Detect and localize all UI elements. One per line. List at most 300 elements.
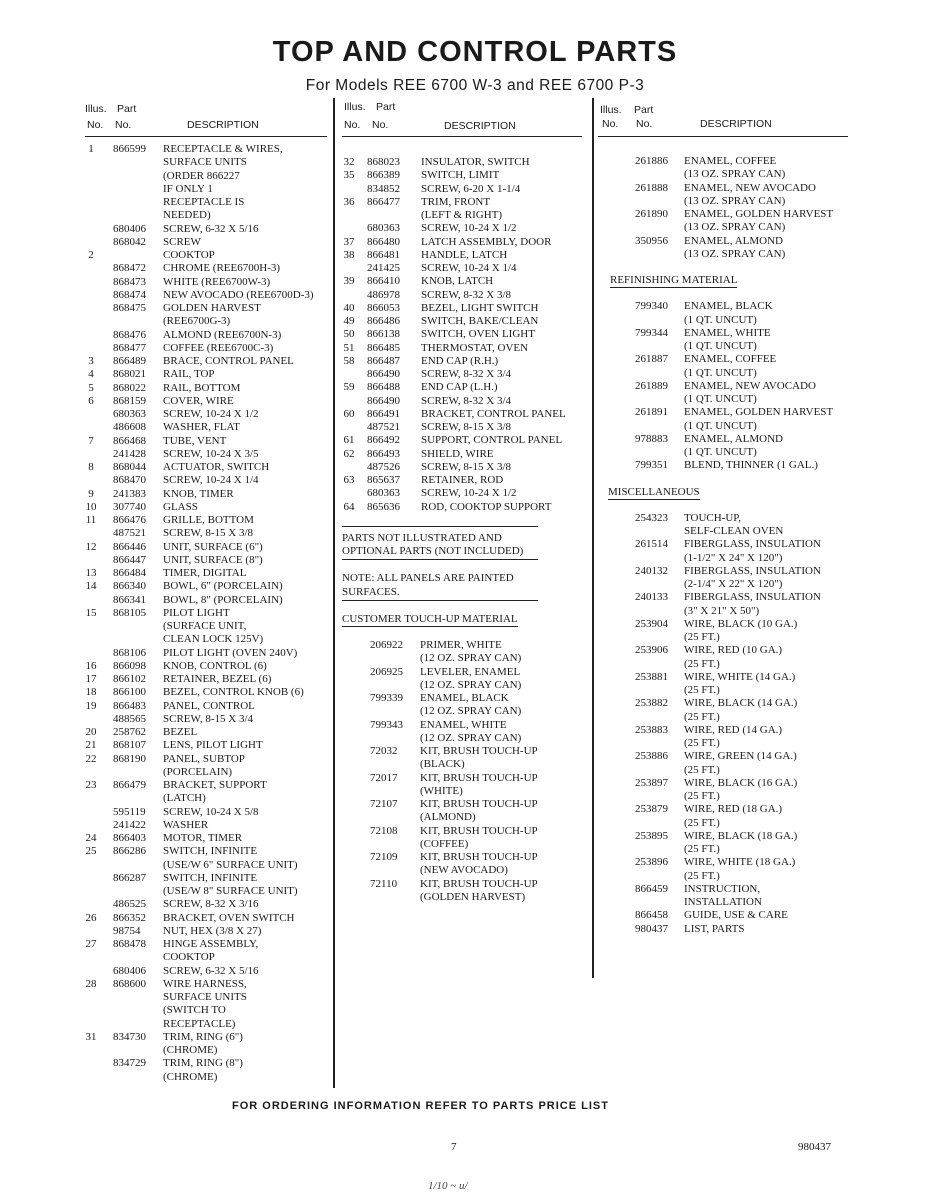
part-number: 253883 [635,723,668,736]
description-line: MOTOR, TIMER [163,832,243,844]
description-line: INSULATOR, SWITCH [421,156,530,168]
part-description [163,541,327,554]
table-row [85,898,327,911]
description-line: SCREW, 10-24 X 1/2 [421,487,517,500]
description-line: (BLACK) [420,758,465,771]
description-line: BRACKET, SUPPORT [163,779,267,791]
miscellaneous-list [598,512,848,936]
description-line: SCREW, 8-32 X 3/4 [421,394,512,407]
part-description [163,382,327,395]
part-number: 868021 [113,368,146,381]
description-line: WIRE, RED (18 GA.) [684,803,783,816]
part-description [684,777,848,804]
description-line: (COFFEE) [420,837,469,850]
table-row [342,719,582,746]
part-number: 486525 [113,898,146,911]
part-description [163,143,327,223]
part-number: 253882 [635,697,668,710]
part-number: 680363 [367,487,400,500]
description-line: RECEPTACLE IS [163,196,245,208]
part-description [421,183,582,196]
description-line: COVER, WIRE [163,394,234,407]
part-description [421,196,582,223]
part-description [684,182,848,209]
illus-number: 23 [85,779,97,791]
description-line: WIRE, WHITE (18 GA.) [684,856,796,869]
description-line: (PORCELAIN) [163,765,233,778]
table-row [85,753,327,780]
part-number: 866341 [113,593,146,606]
part-description [684,300,848,327]
description-line: (LEFT & RIGHT) [421,209,503,221]
part-description [421,289,582,302]
part-number: 868477 [113,341,146,354]
part-number: 866490 [367,368,400,380]
part-description [421,342,582,355]
page-number: 7 [451,1141,457,1153]
part-number: 866100 [113,686,146,699]
part-description [163,713,327,726]
parts-list [85,143,327,1084]
part-description [163,488,327,501]
part-number: 866485 [367,341,400,354]
part-number: 72109 [370,851,398,863]
part-description [421,236,582,249]
part-number: 241383 [113,487,146,500]
table-row [342,501,582,514]
part-description [684,327,848,354]
part-number: 206925 [370,665,403,678]
description-line: KIT, BRUSH TOUCH-UP [420,798,538,810]
column-divider [333,98,335,1088]
illus-number: 18 [85,686,97,699]
description-line: ROD, COOKTOP SUPPORT [421,500,552,513]
part-number: 486978 [367,288,400,301]
part-description [420,878,582,905]
part-number: 868022 [113,381,146,394]
illus-number: 35 [343,169,355,182]
part-number: 241422 [113,818,146,831]
part-number: 868190 [113,752,146,765]
part-description [163,355,327,368]
header-part: Part [117,103,137,115]
part-description [163,567,327,580]
part-description [163,938,327,965]
description-line: WIRE, RED (10 GA.) [684,644,783,657]
table-row [85,739,327,752]
table-row [85,779,327,806]
part-description [684,235,848,262]
table-row [85,236,327,249]
description-line: GLASS [163,500,198,513]
parts-list [342,156,582,514]
part-description [684,750,848,777]
table-row [598,618,848,645]
description-line: (USE/W 6" SURFACE UNIT) [163,858,298,871]
illus-number: 25 [85,845,97,858]
description-line: SCREW, 10-24 X 1/4 [163,474,259,487]
description-line: END CAP (L.H.) [421,381,498,394]
part-description [421,421,582,434]
part-description [421,461,582,474]
description-line: SCREW, 10-24 X 1/2 [163,408,259,420]
description-line: SCREW, 6-32 X 5/16 [163,964,259,977]
part-number: 865637 [367,474,400,486]
table-row [598,883,848,910]
description-line: WIRE, BLACK (18 GA.) [684,829,798,842]
part-number: 866459 [635,882,668,895]
part-description [684,433,848,460]
illus-number: 16 [85,659,97,672]
part-number: 253886 [635,750,668,763]
part-number: 868473 [113,275,146,288]
table-row [598,750,848,777]
description-line: SCREW, 8-15 X 3/8 [421,421,512,433]
part-number: 261887 [635,353,668,366]
illus-number: 2 [88,249,94,261]
part-number: 866480 [367,235,400,248]
part-description [421,368,582,381]
description-line: TRIM, RING (8") [163,1057,243,1070]
description-line: KIT, BRUSH TOUCH-UP [420,824,538,837]
description-line: RECEPTACLE & WIRES, [163,143,283,155]
part-description [684,406,848,433]
part-description [421,262,582,275]
description-line: ENAMEL, ALMOND [684,432,783,445]
part-number: 866486 [367,315,400,327]
part-description [421,355,582,368]
part-number: 307740 [113,500,146,513]
table-row [342,368,582,381]
part-number: 868474 [113,288,146,301]
table-row [598,327,848,354]
description-line: (LATCH) [163,792,206,805]
description-line: NEEDED) [163,209,211,222]
illus-number: 4 [88,368,94,381]
section-heading-customer-touch-up: CUSTOMER TOUCH-UP MATERIAL [342,613,518,627]
table-row [342,381,582,394]
part-description [163,514,327,527]
part-description [421,222,582,235]
illus-number: 24 [85,832,97,844]
table-row [342,825,582,852]
description-line: WASHER [163,818,209,831]
illus-number: 62 [343,447,355,460]
part-description [421,501,582,514]
part-description [421,487,582,500]
table-row [85,514,327,527]
part-description [163,832,327,845]
description-line: PANEL, SUBTOP [163,752,245,765]
table-row [342,275,582,288]
table-row [342,448,582,461]
description-line: (ORDER 866227 [163,169,240,182]
description-line: BOWL, 8" (PORCELAIN) [163,593,283,606]
part-description [421,156,582,169]
table-row [342,692,582,719]
part-number: 868600 [113,977,146,990]
description-line: (1 QT. UNCUT) [684,313,757,326]
part-number: 261890 [635,208,668,220]
table-row [85,925,327,938]
part-number: 868105 [113,606,146,619]
illus-number: 1 [88,143,94,155]
description-line: (25 FT.) [684,684,720,696]
table-row [85,368,327,381]
part-number: 866490 [367,394,400,407]
header-description: DESCRIPTION [444,120,516,132]
part-number: 487521 [367,421,400,433]
description-line: FIBERGLASS, INSULATION [684,591,821,604]
refinishing-list [598,300,848,472]
header-part-no: No. [372,119,389,131]
part-description [684,671,848,698]
part-number: 241425 [367,262,400,274]
part-description [163,554,327,567]
table-row [598,724,848,751]
table-row [342,408,582,421]
table-row [342,434,582,447]
table-row [598,459,848,472]
part-description [421,474,582,487]
part-number: 487521 [113,527,146,540]
table-row [85,647,327,660]
illus-number: 36 [343,195,355,208]
part-number: 980437 [635,922,668,935]
part-description [684,380,848,407]
part-description [420,692,582,719]
part-description [421,408,582,421]
part-number: 253896 [635,856,668,869]
description-line: HANDLE, LATCH [421,248,508,261]
part-description [163,660,327,673]
description-line: BRACE, CONTROL PANEL [163,355,294,367]
description-line: SCREW, 8-15 X 3/4 [163,712,254,725]
description-line: THERMOSTAT, OVEN [421,341,529,354]
page-subtitle: For Models REE 6700 W-3 and REE 6700 P-3 [305,77,645,94]
illus-number: 26 [85,911,97,924]
touch-up-list [342,639,582,904]
description-line: BEZEL [163,726,198,738]
part-description [163,289,327,302]
part-number: 253906 [635,644,668,657]
part-number: 868042 [113,235,146,248]
part-description [420,825,582,852]
description-line: SELF-CLEAN OVEN [684,525,784,537]
part-number: 261889 [635,379,668,392]
part-description [163,302,327,329]
part-number: 241428 [113,447,146,460]
part-description [163,607,327,647]
illus-number: 10 [85,500,97,513]
header-description: DESCRIPTION [700,118,772,130]
part-number: 866447 [113,553,146,566]
part-description [421,395,582,408]
part-description [163,448,327,461]
description-line: LENS, PILOT LIGHT [163,739,263,752]
table-row [342,222,582,235]
table-row [85,686,327,699]
part-description [163,1057,327,1084]
description-line: KNOB, LATCH [421,275,494,288]
description-line: TIMER, DIGITAL [163,567,247,579]
parts-column-3 [598,100,848,936]
description-line: GRILLE, BOTTOM [163,514,254,526]
table-row [85,819,327,832]
touch-up-list-continued [598,155,848,261]
part-number: 868044 [113,461,146,473]
part-number: 866491 [367,407,400,420]
description-line: ENAMEL, GOLDEN HARVEST [684,208,834,220]
header-illus: Illus. [600,104,622,116]
section-heading-miscellaneous: MISCELLANEOUS [608,486,700,500]
description-line: GUIDE, USE & CARE [684,909,788,922]
part-description [421,169,582,182]
part-number: 799343 [370,718,403,731]
part-number: 866599 [113,143,146,155]
part-description [163,368,327,381]
illus-number: 37 [343,235,355,248]
part-number: 868472 [113,262,146,275]
illus-number: 17 [85,673,97,685]
table-row [342,666,582,693]
description-line: (1 QT. UNCUT) [684,393,757,405]
description-line: SWITCH, BAKE/CLEAN [421,315,539,327]
table-row [85,382,327,395]
part-number: 868470 [113,474,146,487]
illus-number: 20 [85,726,97,738]
header-part-no: No. [636,118,653,130]
table-row [342,289,582,302]
description-line: RETAINER, ROD [421,474,504,486]
part-description [421,448,582,461]
description-line: (1-1/2" X 24" X 120") [684,551,783,564]
table-row [598,155,848,182]
part-number: 866403 [113,832,146,844]
table-row [342,355,582,368]
table-row [85,474,327,487]
part-number: 866481 [367,248,400,261]
description-line: COFFEE (REE6700C-3) [163,341,274,354]
table-row [85,527,327,540]
description-line: SWITCH, LIMIT [421,169,500,182]
description-line: ACTUATOR, SWITCH [163,461,270,473]
table-row [85,302,327,329]
description-line: ENAMEL, WHITE [684,326,771,339]
description-line: (25 FT.) [684,763,720,776]
description-line: SCREW, 10-24 X 1/2 [421,222,517,235]
part-description [163,461,327,474]
description-line: BOWL, 6" (PORCELAIN) [163,580,283,593]
table-row [598,591,848,618]
table-row [598,565,848,592]
part-description [420,666,582,693]
description-line: RETAINER, BEZEL (6) [163,673,272,685]
parts-column-1 [85,100,327,1084]
illus-number: 14 [85,580,97,593]
table-row [85,673,327,686]
part-number: 866458 [635,909,668,922]
table-row [598,538,848,565]
part-number: 487526 [367,460,400,473]
part-description [163,912,327,925]
part-description [163,249,327,262]
part-number: 866287 [113,871,146,884]
part-description [684,459,848,472]
part-number: 680406 [113,964,146,977]
illus-number: 19 [85,699,97,712]
description-line: SURFACE UNITS [163,156,247,169]
illus-number: 7 [88,434,94,447]
table-row [85,262,327,275]
table-row [85,143,327,223]
illus-number: 40 [343,301,355,314]
table-row [85,965,327,978]
description-line: (25 FT.) [684,657,720,670]
table-row [342,745,582,772]
part-number: 834729 [113,1057,146,1070]
table-row [85,448,327,461]
table-row [342,156,582,169]
description-line: (13 OZ. SPRAY CAN) [684,168,786,181]
not-illustrated-note [342,526,538,561]
part-description [684,512,848,539]
part-description [163,978,327,1031]
header-part: Part [376,101,396,113]
table-row [85,355,327,368]
description-line: SCREW, 6-20 X 1-1/4 [421,182,521,195]
part-number: 866410 [367,275,400,288]
table-row [342,851,582,878]
description-line: SCREW, 10-24 X 3/5 [163,447,259,460]
page-title: TOP AND CONTROL PARTS [272,36,678,68]
table-row [85,421,327,434]
table-row [85,912,327,925]
description-line: SCREW, 8-32 X 3/16 [163,898,259,911]
part-number: 866352 [113,911,146,924]
part-description [163,223,327,236]
part-description [163,1031,327,1058]
illus-number: 51 [343,341,355,354]
description-line: COOKTOP [163,249,215,261]
table-row [85,726,327,739]
document-number: 980437 [798,1141,831,1153]
part-number: 866484 [113,567,146,579]
table-row [85,713,327,726]
part-description [421,381,582,394]
part-description [420,772,582,799]
illus-number: 31 [85,1030,97,1043]
table-row [85,1031,327,1058]
part-description [421,434,582,447]
illus-number: 11 [85,514,97,526]
part-number: 868023 [367,156,400,168]
part-number: 488565 [113,712,146,725]
description-line: PILOT LIGHT (OVEN 240V) [163,646,298,659]
part-number: 866493 [367,447,400,460]
table-row [85,395,327,408]
description-line: (SURFACE UNIT, [163,620,247,632]
handwritten-mark: 1/10 ~ u/ [428,1180,468,1192]
description-line: PANEL, CONTROL [163,699,255,712]
part-description [163,686,327,699]
part-description [684,591,848,618]
part-number: 866476 [113,514,146,526]
description-line: WASHER, FLAT [163,421,241,434]
description-line: IF ONLY 1 [163,182,213,195]
part-description [163,421,327,434]
part-description [163,501,327,514]
